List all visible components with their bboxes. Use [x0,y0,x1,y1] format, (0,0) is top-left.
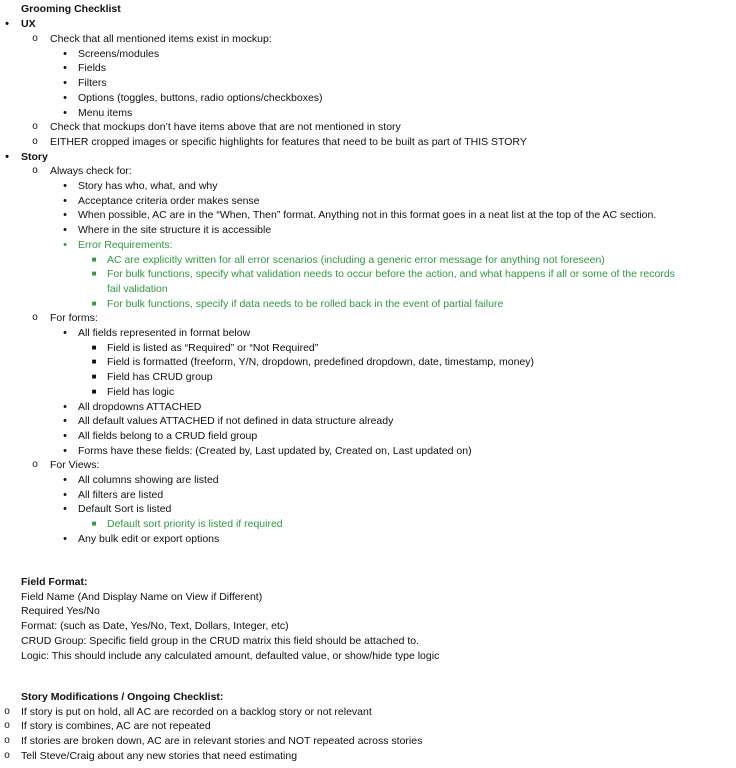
bullet-dot: • [63,429,67,442]
list-item: • Acceptance criteria order makes sense [0,194,736,209]
bullet-dot: • [63,488,67,501]
bullet-square: ■ [91,357,97,367]
story-modifications-heading: Story Modifications / Ongoing Checklist: [21,691,224,703]
text-line: Required Yes/No [21,605,100,618]
list-item: • Menu items [0,106,736,121]
bullet-dot: • [63,415,67,428]
list-item: • All fields represented in format below [0,326,736,341]
list-item-continuation: fail validation [107,282,168,295]
field-format-heading: Field Format: [21,576,88,588]
list-item: • All default values ATTACHED if not defined in data structure already [0,414,736,429]
list-item: ■ Field has CRUD group [0,370,736,385]
bullet-dot: • [63,47,67,60]
bullet-circle: o [4,735,10,747]
list-item: ■ Field has logic [0,385,736,400]
bullet-circle: o [32,165,38,177]
bullet-dot: • [63,180,67,192]
list-item: o EITHER cropped images or specific highlights for features that need to be built as part of THIS STORY [0,135,736,150]
bullet-circle: o [32,33,38,44]
list-item: • Options (toggles, buttons, radio options/checkboxes) [0,91,736,106]
list-item: ■ AC are explicitly written for all error scenarios (including a generic error message for anything not foreseen) [0,253,736,268]
bullet-dot: • [63,106,67,119]
bullet-dot: • [63,77,67,90]
list-item: • Screens/modules [0,47,736,62]
bullet-square: ■ [91,254,97,264]
list-item: o Tell Steve/Craig about any new stories that need estimating [0,749,736,764]
bullet-circle: o [32,312,38,324]
bullet-square: ■ [91,372,97,382]
bullet-dot: • [63,62,67,75]
bullet-dot: • [63,474,67,486]
list-item: • Filters [0,76,736,91]
list-item: o If stories are broken down, AC are in relevant stories and NOT repeated across stories [0,734,736,749]
list-item: • Fields [0,61,736,76]
list-item: o Check that mockups don’t have items above that are not mentioned in story [0,120,736,135]
bullet-circle: o [32,459,38,471]
bullet-dot: • [63,209,67,222]
bullet-square: ■ [91,519,97,529]
bullet-square: ■ [91,298,97,308]
list-item: • Default Sort is listed [0,502,736,517]
bullet-square: ■ [91,386,97,396]
list-item: o If story is put on hold, all AC are recorded on a backlog story or not relevant [0,705,736,720]
bullet-circle: o [4,720,10,732]
bullet-dot: • [5,18,9,30]
list-item: • When possible, AC are in the “When, Then” format. Anything not in this format goes in a neat list at the top of the AC section. [0,208,736,223]
list-item: • Where in the site structure it is accessible [0,223,736,238]
document-title: Grooming Checklist [21,3,121,15]
bullet-circle: o [4,705,10,717]
bullet-dot: • [63,532,67,545]
list-item: • All columns showing are listed [0,473,736,488]
bullet-circle: o [4,749,10,761]
bullet-dot: • [63,224,67,237]
list-item: • Any bulk edit or export options [0,532,736,547]
list-item: o Always check for: [0,164,736,179]
bullet-circle: o [32,135,38,147]
bullet-dot: • [63,91,67,104]
list-item: ■ For bulk functions, specify if data needs to be rolled back in the event of partial failure [0,297,736,312]
list-item: • All fields belong to a CRUD field group [0,429,736,444]
list-item: ■ Field is formatted (freeform, Y/N, dropdown, predefined dropdown, date, timestamp, money) [0,355,736,370]
list-item: o For Views: [0,458,736,473]
list-item: ■ Field is listed as “Required” or “Not Required” [0,341,736,356]
bullet-dot: • [63,400,67,413]
text-line: Logic: This should include any calculated amount, defaulted value, or show/hide type logic [21,649,440,662]
text-line: Field Name (And Display Name on View if Different) [21,590,263,603]
ux-section-heading: • UX [0,17,736,32]
text-line: Format: (such as Date, Yes/No, Text, Dollars, Integer, etc) [21,620,289,633]
list-item: o Check that all mentioned items exist in mockup: [0,32,736,47]
list-item: ■ Default sort priority is listed if required [0,517,736,532]
bullet-dot: • [63,194,67,207]
list-item: o If story is combines, AC are not repeated [0,719,736,734]
list-item: o For forms: [0,311,736,326]
text-line: CRUD Group: Specific field group in the CRUD matrix this field should be attached to. [21,634,420,647]
list-item: • Story has who, what, and why [0,179,736,194]
bullet-dot: • [63,238,67,251]
bullet-square: ■ [91,269,97,279]
bullet-dot: • [63,444,67,457]
list-item: • Forms have these fields: (Created by, Last updated by, Created on, Last updated on) [0,444,736,459]
list-item: • All dropdowns ATTACHED [0,400,736,415]
bullet-dot: • [5,150,9,163]
bullet-square: ■ [91,342,97,352]
story-section-heading: • Story [0,150,736,165]
bullet-dot: • [63,327,67,339]
bullet-circle: o [32,121,38,133]
bullet-dot: • [63,503,67,516]
list-item: • Error Requirements: [0,238,736,253]
list-item: ■ For bulk functions, specify what validation needs to occur before the action, and what happens if all or some of the records [0,267,736,282]
list-item: • All filters are listed [0,488,736,503]
